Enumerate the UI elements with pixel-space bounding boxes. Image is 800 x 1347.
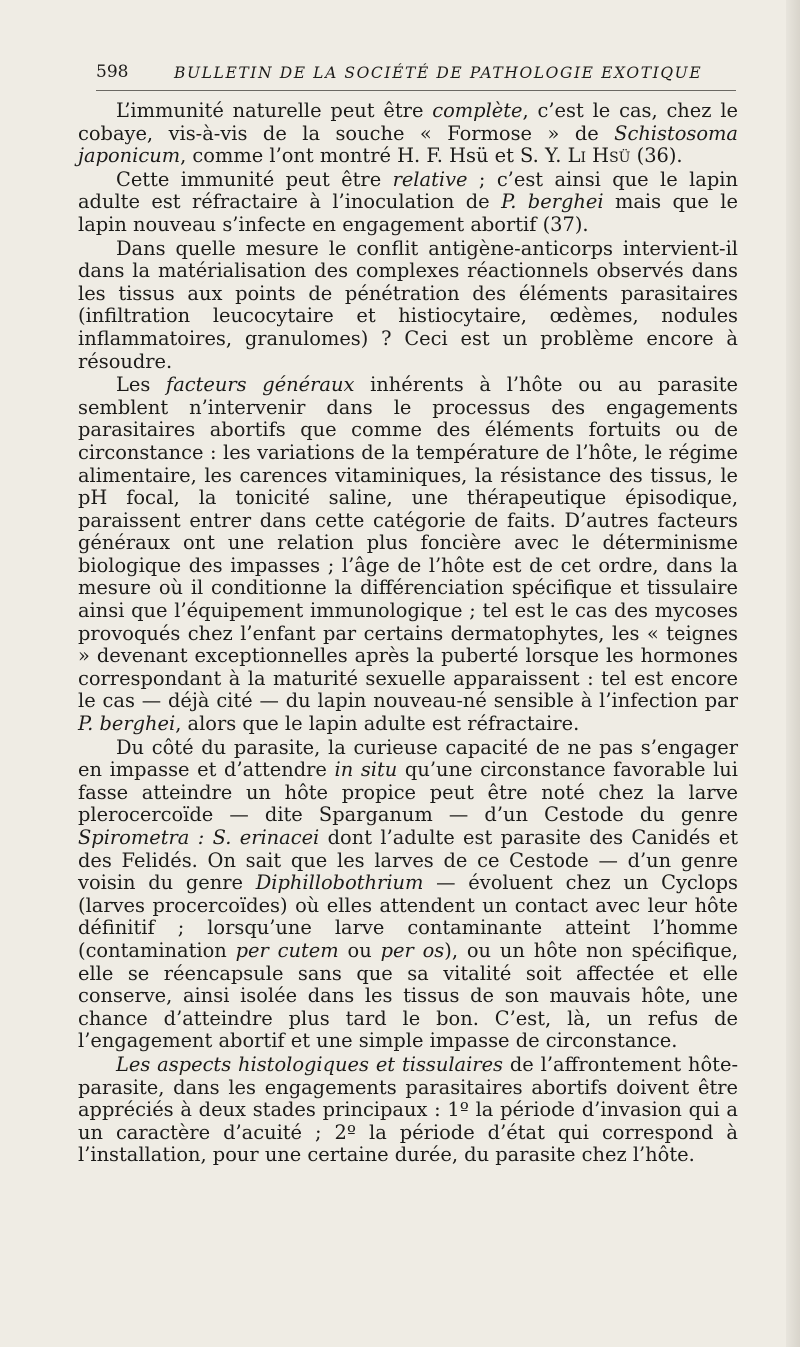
- running-header: [96, 58, 736, 91]
- italic-text: P. berghei: [78, 712, 176, 736]
- italic-text: complète: [432, 99, 523, 122]
- italic-text: facteurs généraux: [166, 373, 355, 397]
- paragraph: [78, 100, 738, 168]
- text-segment: Cette immunité peut être: [116, 167, 393, 191]
- text-segment: , c’est le cas, chez le cobaye, vis-à-vis de la souche « Formose » de: [78, 99, 738, 145]
- italic-text: Spirometra : S. erinacei: [78, 826, 320, 849]
- page-number: 598: [96, 62, 129, 82]
- text-segment: , comme l’ont montré H. F. Hsü et S. Y.: [180, 144, 568, 168]
- italic-text: P. berghei: [501, 190, 604, 214]
- text-segment: inhérents à l’hôte ou au parasite semblent n’intervenir dans le processus des engagements parasitaires abortifs que comme des éléments fortuits ou de circonstance : les variations de la température de l’hôte, le régime alimentaire, les carences vitaminiques, la résistance des tissus, le pH focal, la tonicité saline, une thérapeutique épisodique, paraissent entrer dans cette catégorie de faits. D’autres facteurs généraux ont une relation plus foncière avec le déterminisme biologique des impasses ; l’âge de l’hôte est de cet ordre, dans la mesure où il conditionne la différenciation spécifique et tissulaire ainsi que l’équipement immunologique ; tel est le cas des mycoses provoqués chez l’enfant par certains dermatophytes, les « teignes » devenant exceptionnelles après la puberté lorsque les hormones correspondant à la maturité sexuelle apparaissent : tel est encore le cas — déjà cité — du lapin nouveau-né sensible à l’infection par: [78, 373, 739, 713]
- page-edge: [786, 0, 800, 1347]
- italic-text: Schistosoma japonicum: [78, 121, 738, 168]
- text-segment: Du côté du parasite, la curieuse capacité de ne pas s’engager en impasse et d’attendre: [78, 735, 738, 782]
- text-segment: Dans quelle mesure le conflit antigène-anticorps intervient-il dans la matérialisation des complexes réactionnels observés dans les tissus aux points de pénétration des éléments parasitaires (infiltration leucocytaire et histiocytaire, œdèmes, nodules inflammatoires, granulomes) ? Ceci est un problème encore à résoudre.: [78, 236, 738, 373]
- paragraph: [78, 1054, 738, 1167]
- text-segment: ; c’est ainsi que le lapin adulte est réfractaire à l’inoculation de: [78, 167, 738, 214]
- text-segment: qu’une circonstance favorable lui fasse atteindre un hôte propice peut être noté chez la larve plerocercoïde — dite Sparganum — d’un Cestode du genre: [78, 758, 738, 827]
- italic-text: Diphillobothrium: [255, 871, 424, 895]
- text-segment: — évoluent chez un Cyclops (larves procercoïdes) où elles attendent un contact avec leur hôte définitif ; lorsqu’une larve contaminante atteint l’homme (contamination: [78, 871, 738, 962]
- text-segment: (36).: [630, 144, 683, 168]
- paragraph: [78, 169, 738, 237]
- text-segment: mais que le lapin nouveau s’infecte en engagement abortif (37).: [78, 190, 738, 236]
- text-segment: de l’affrontement hôte-parasite, dans les engagements parasitaires abortifs doivent être appréciés à deux stades principaux : 1º la période d’invasion qui a un caractère d’acuité ; 2º la période d’état qui correspond à l’installation, pour une certaine durée, du parasite chez l’hôte.: [78, 1052, 739, 1167]
- italic-text: per os: [380, 938, 445, 962]
- paragraph: [78, 238, 738, 374]
- text-segment: L’immunité naturelle peut être: [116, 99, 433, 122]
- italic-text: Les aspects histologiques et tissulaires: [116, 1052, 503, 1076]
- italic-text: relative: [392, 167, 468, 191]
- running-title: BULLETIN DE LA SOCIÉTÉ DE PATHOLOGIE EXOTIQUE: [174, 64, 703, 82]
- text-segment: ), ou un hôte non spécifique, elle se réencapsule sans que sa vitalité soit affectée et elle conserve, ainsi isolée dans les tissus de son mauvais hôte, une chance d’atteindre plus tard le bon. C’est, là, un refus de l’engagement abortif et une simple impasse de circonstance.: [78, 938, 738, 1053]
- italic-text: per cutem: [235, 938, 339, 962]
- text-segment: Les: [116, 373, 167, 397]
- italic-text: in situ: [334, 758, 398, 782]
- body-text: [78, 100, 738, 1167]
- paragraph: [78, 374, 738, 736]
- text-segment: ou: [338, 938, 381, 962]
- small-caps-text: Li Hsü: [567, 144, 631, 168]
- text-segment: , alors que le lapin adulte est réfractaire.: [175, 712, 580, 736]
- text-segment: dont l’adulte est parasite des Canidés et des Felidés. On sait que les larves de ce Cestode — d’un genre voisin du genre: [78, 826, 738, 895]
- paragraph: [78, 737, 738, 1053]
